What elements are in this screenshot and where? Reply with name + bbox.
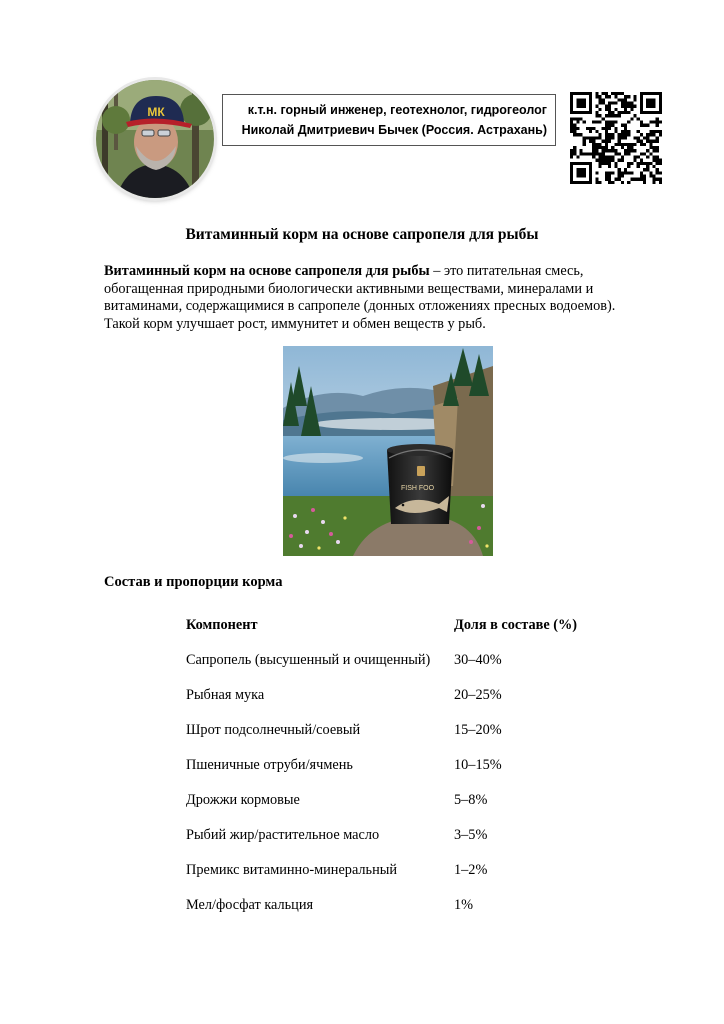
component-name: Дрожжи кормовые [186,792,300,808]
component-share: 5–8% [454,792,488,808]
author-title-line: к.т.н. горный инженер, геотехнолог, гидрогеолог [247,103,547,117]
component-name: Мел/фосфат кальция [186,897,314,913]
component-share: 15–20% [454,722,502,738]
author-photo [96,80,214,198]
intro-paragraph [104,263,644,333]
table-header-row [186,617,626,652]
composition-table [186,617,626,932]
component-name: Сапропель (высушенный и очищенный) [186,652,431,668]
table-row [186,862,626,897]
intro-bold-term: Витаминный корм на основе сапропеля для рыбы [104,263,430,279]
fish-food-illustration [283,346,493,556]
table-row [186,652,626,687]
component-name: Премикс витаминно-минеральный [186,862,397,878]
author-name-line: Николай Дмитриевич Бычек (Россия. Астрахань) [241,123,547,137]
component-share: 10–15% [454,757,502,773]
qr-code [570,92,662,184]
intro-text: – это питательная смесь, обогащенная природными биологически активными веществами, минералами и витаминами, содержащимися в сапропеле (донных отложениях пресных водоемов). Такой корм улучшает рост, иммунитет и обмен веществ у рыб. [104,263,616,332]
component-name: Шрот подсолнечный/соевый [186,722,361,738]
table-row [186,757,626,792]
document-title: Витаминный корм на основе сапропеля для рыбы [185,226,539,243]
bucket-label: FISH FOO [401,485,435,492]
component-name: Рыбий жир/растительное масло [186,827,380,843]
table-row [186,722,626,757]
composition-section-title: Состав и пропорции корма [104,574,283,590]
component-name: Рыбная мука [186,687,265,703]
component-share: 1–2% [454,862,488,878]
column-header-share: Доля в составе (%) [454,617,578,633]
author-credentials [222,94,556,146]
table-row [186,897,626,932]
column-header-component: Компонент [186,617,258,633]
component-share: 3–5% [454,827,488,843]
cap-logo-text: МК [147,105,165,119]
component-share: 30–40% [454,652,502,668]
component-share: 20–25% [454,687,502,703]
table-row [186,687,626,722]
table-row [186,792,626,827]
component-share: 1% [454,897,474,913]
table-row [186,827,626,862]
component-name: Пшеничные отруби/ячмень [186,757,353,773]
